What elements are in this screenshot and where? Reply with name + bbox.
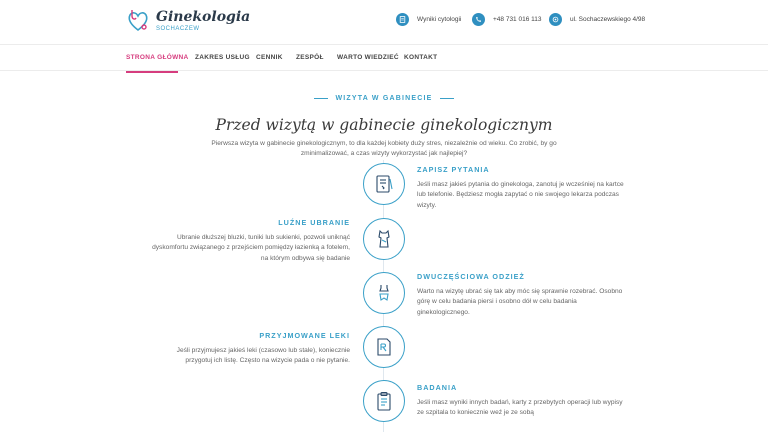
eyebrow-line-right [440,98,454,99]
section-eyebrow [0,95,768,102]
contact-phone[interactable] [472,13,542,26]
tip-two-piece-text: Warto na wizytę ubrać się tak aby móc się sprawnie rozebrać. Osobno górę w celu badania piersi i osobno dół w celu badania ginekologicznego. [417,287,623,316]
tip-tests-title: BADANIA [417,383,458,392]
two-piece-icon [363,272,405,314]
location-pin-icon [549,13,562,26]
nav-active-indicator [126,71,178,73]
site-header [0,0,768,44]
nav-team[interactable]: ZESPÓŁ [296,54,324,61]
eyebrow-label: WIZYTA W GABINECIE [335,95,433,102]
logo[interactable] [126,6,250,36]
tip-loose-clothes-text: Ubranie dłuższej bluzki, tuniki lub sukienki, pozwoli uniknąć dyskomfortu związanego z przejściem pomiędzy łazienką a fotelem, na którym odbywa się badanie [152,233,350,262]
contact-results[interactable] [396,13,461,26]
tip-two-piece [417,272,627,318]
tip-medications-text: Jeśli przyjmujesz jakieś leki (czasowo lub stale), koniecznie przygotuj ich listę. Często na wizycie pada o nie pytanie. [176,346,350,364]
tip-tests-text: Jeśli masz wyniki innych badań, karty z przebytych operacji lub wypisy ze szpitala to koniecznie weź je ze sobą [417,398,623,416]
contact-results-label: Wyniki cytologii [417,16,462,23]
eyebrow-line-left [314,98,328,99]
notes-icon [363,163,405,205]
tip-loose-clothes [150,218,350,264]
nav-contact[interactable]: KONTAKT [404,54,438,61]
phone-icon [472,13,485,26]
tip-two-piece-title: DWUCZĘŚCIOWA ODZIEŻ [417,272,525,281]
nav-pricing[interactable]: CENNIK [256,54,283,61]
nav-knowledge[interactable]: WARTO WIEDZIEĆ [337,54,399,61]
section-title: Przed wizytą w gabinecie ginekologicznym [215,116,553,134]
tip-medications-title: PRZYJMOWANE LEKI [259,331,350,340]
tip-questions-text: Jeśli masz jakieś pytania do ginekologa, zanotuj je wcześniej na kartce lub telefonie. Będziesz mogła zapytać o nie swojego lekarza podczas wizyty. [417,180,624,209]
prescription-icon [363,326,405,368]
brand-city: SOCHACZEW [156,26,200,32]
contact-phone-label: +48 731 016 113 [493,16,542,23]
nav-home[interactable]: STRONA GŁÓWNA [126,54,189,61]
clipboard-icon [363,380,405,422]
contact-address[interactable] [549,13,645,26]
heart-stethoscope-icon [126,8,150,34]
tip-loose-clothes-title: LUŹNE UBRANIE [278,218,350,227]
main-nav [0,44,768,71]
tip-questions-title: ZAPISZ PYTANIA [417,165,490,174]
tip-questions [417,165,627,211]
brand-name: Ginekologia [156,9,251,25]
tip-tests [417,383,627,419]
tip-medications [150,331,350,367]
nav-services[interactable]: ZAKRES USŁUG [195,54,250,61]
dress-icon [363,218,405,260]
document-icon [396,13,409,26]
contact-address-label: ul. Sochaczewskiego 4/98 [570,16,646,23]
section-intro: Pierwsza wizyta w gabinecie ginekologicznym, to dla każdej kobiety duży stres, niezależnie od wieku. Co zrobić, by go zminimalizować, a czas wizyty wykorzystać jak najlepiej? [211,140,557,157]
